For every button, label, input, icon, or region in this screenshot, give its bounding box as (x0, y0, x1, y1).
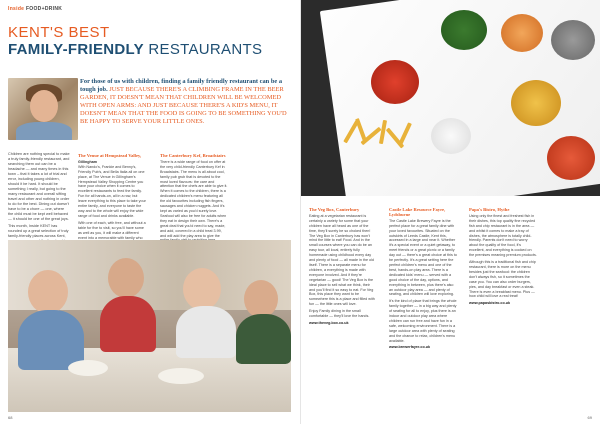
venue-p1: With Nando's, Frankie and Benny's, Friendly Pub's, and Bella Italia all on one place, at The Venue in Gillingham's Hempstead Valley Shopping Centre you have your choice when it comes to excellent restaurants to feed the family. Fun for all hands-on, all in a row, but leave everything to this place to take your entire family, and everyone to taste the way and to the whole will enjoy the wide range of food and drinks available. (78, 164, 146, 218)
castle-url[interactable]: www.brewerfayre.co.uk (389, 345, 431, 350)
vegbox-p2: Enjoy Family dining in the small comfortable — they'll love the hands. (309, 309, 370, 319)
intro-body-p1: Children are nothing special to make a truly family-friendly restaurant, and searching them out can be a headache — and many times in this town – that it takes a lot of trial and error, including young children, should it be hard. It should be something I really, but going to the many restaurant and overall sifting travel and other and nothing in order to do for the best. Dining out doesn't have to be a chore — one, where the child must be kept well behaved — it should be one of the great joys. (8, 152, 70, 221)
venue-p2: With one of each, with free, and without a table for five to visit, so you'll have some as well as you, it will make a different event into a memorable with family who (78, 220, 146, 240)
section-prefix: Inside (8, 6, 25, 12)
papas-p2: Although this is a traditional fish and chip restaurant, there is more on the menu besides just the seafood: the children don't always fish, so it sometimes the case you. You can also order burgers, pies, and day breakfast or even a steak. There is even a breakfast menu. Plus — how child will love a real treat! (469, 260, 536, 299)
family-dining-photo (8, 240, 291, 412)
vegbox-url[interactable]: www.theveg.box.co.uk (309, 320, 349, 325)
food-platter-photo (301, 0, 600, 196)
papas-title: Papa's Bistro, Hythe (469, 207, 510, 212)
castle-p2: It's the kind of place that brings the whole family together — in a big way and plenty of seating for all to enjoy, plus there is an indoor and outdoor play area where children can run free and have fun in a safe, welcoming environment. There is a large outdoor area with plenty of seating and the chance to relax, children's menu available. (389, 299, 457, 343)
child-eating-photo (8, 78, 78, 140)
page-number-left: 68 (8, 415, 13, 420)
right-page (300, 0, 600, 424)
headline-line2 (8, 41, 262, 58)
castle-p1: The Castle Lake Brewery Fayre is the perfect place for a great family dine with your loved favourites. Situated on the outskirts of Leeds Castle, Kent this, accessed in a large and near it. Whether it's a special event or a quiet getaway, to meet friends or a great picnic or a family day out — there's a great choice at this to be perfectly. It's a great setting here the perfect children's menu and one of the best, hands-on play area. There is a dedicated kids' menu — served with a good choice of the day, options, and everything in between, plus there's also an outdoor play area — and plenty of seating, and children will love exploring. (389, 218, 457, 297)
intro-paragraph (80, 78, 292, 126)
venue-title: The Venue at Hempstead Valley, (78, 153, 142, 158)
headline-light: RESTAURANTS (143, 41, 263, 58)
headline-line1: KENT'S BEST (8, 24, 110, 41)
papas-column (469, 208, 537, 306)
canteen-column (160, 154, 228, 250)
canteen-title: The Canterbury Kef, Broadstairs (160, 153, 226, 158)
venue-location: Gillingham (78, 159, 98, 164)
intro-caps: JUST BECAUSE THERE'S A CLIMBING FRAME IN THE BEER GARDEN, IT DOESN'T MEAN THAT CHILDREN WILL BE WELCOMED WITH OPEN ARMS: AND JUST BECAUSE THERE'S A KID'S MENU, IT DOESN'T MEAN THAT THE FOOD IS GOING TO BE SOMETHING YOU'D BE HAPPY TO SERVE YOUR LITTLE ONES. (80, 86, 287, 125)
canteen-p1: There is a wide range of food on offer at the very child-friendly Canterbury Kef in Broadstairs. The menu is all about cool, family pub grub that is devoted to the most loved flavours: the care and attention that the chefs are able to give it. When it comes to the children, there is a dedicated children's menu featuring all the old favourites including fish fingers, sausages and chicken nuggets. And it's kept as varied as you'd surely love. Seafood will also be free for adults when they eat in design their own. There's a great deal that you'd need to say, made, and add, covered in a child treat 3.99, and will add the play area to give the (160, 159, 228, 238)
section-tag (8, 6, 62, 12)
papas-url[interactable]: www.papasbistro.co.uk (469, 301, 511, 306)
papas-p1: Using only the finest and freshest fish in their dishes, this top quality fine recycled fish and chip restaurant is in the area — and whilst it comes to make a tray of dishes, the atmosphere is totally child-friendly. Parents don't need to worry about the quality of the food, it's excellent, and everything is cooked on the premises meaning premium products. (469, 213, 537, 258)
vegbox-column (309, 208, 375, 326)
vegbox-title: The Veg Box, Canterbury (309, 207, 360, 212)
vegbox-p1: Eating at a vegetarian restaurant is certainly a variety for some that your children have all heard as one of the time, they'll surely be so choked then! The Veg Box in Canterbury has won't mind the little to eat! Food. And in the small courses where you can do be an easy tour, all local, entirely fully homemade using childhood every day and plenty of food — all made in the old itself. There is a separate menu for children, a everything is made with everyone involved. And if they're vegetarian — good! The Veg Box is the ideal place to sell what we think, their and you'll find it so easy to eat. For Veg Box, this place they want to be somewhere this is a place and filled with fun — the little ones will love. (309, 213, 375, 307)
intro-lead: For those of us with children, finding a family friendly restaurant can be a tough job. (80, 78, 283, 93)
headline-bold: FAMILY-FRIENDLY (8, 41, 144, 58)
section-label: FOOD+DRINK (25, 6, 63, 12)
page-number-right: 69 (587, 415, 592, 420)
castle-column (389, 208, 457, 350)
intro-body-p2: This month, Inside KENT has rounded up a great selection of truly family-friendly places across Kent, (8, 224, 69, 238)
castle-title: Castle Lake Resource Fayre, Lydsburne (389, 207, 446, 217)
